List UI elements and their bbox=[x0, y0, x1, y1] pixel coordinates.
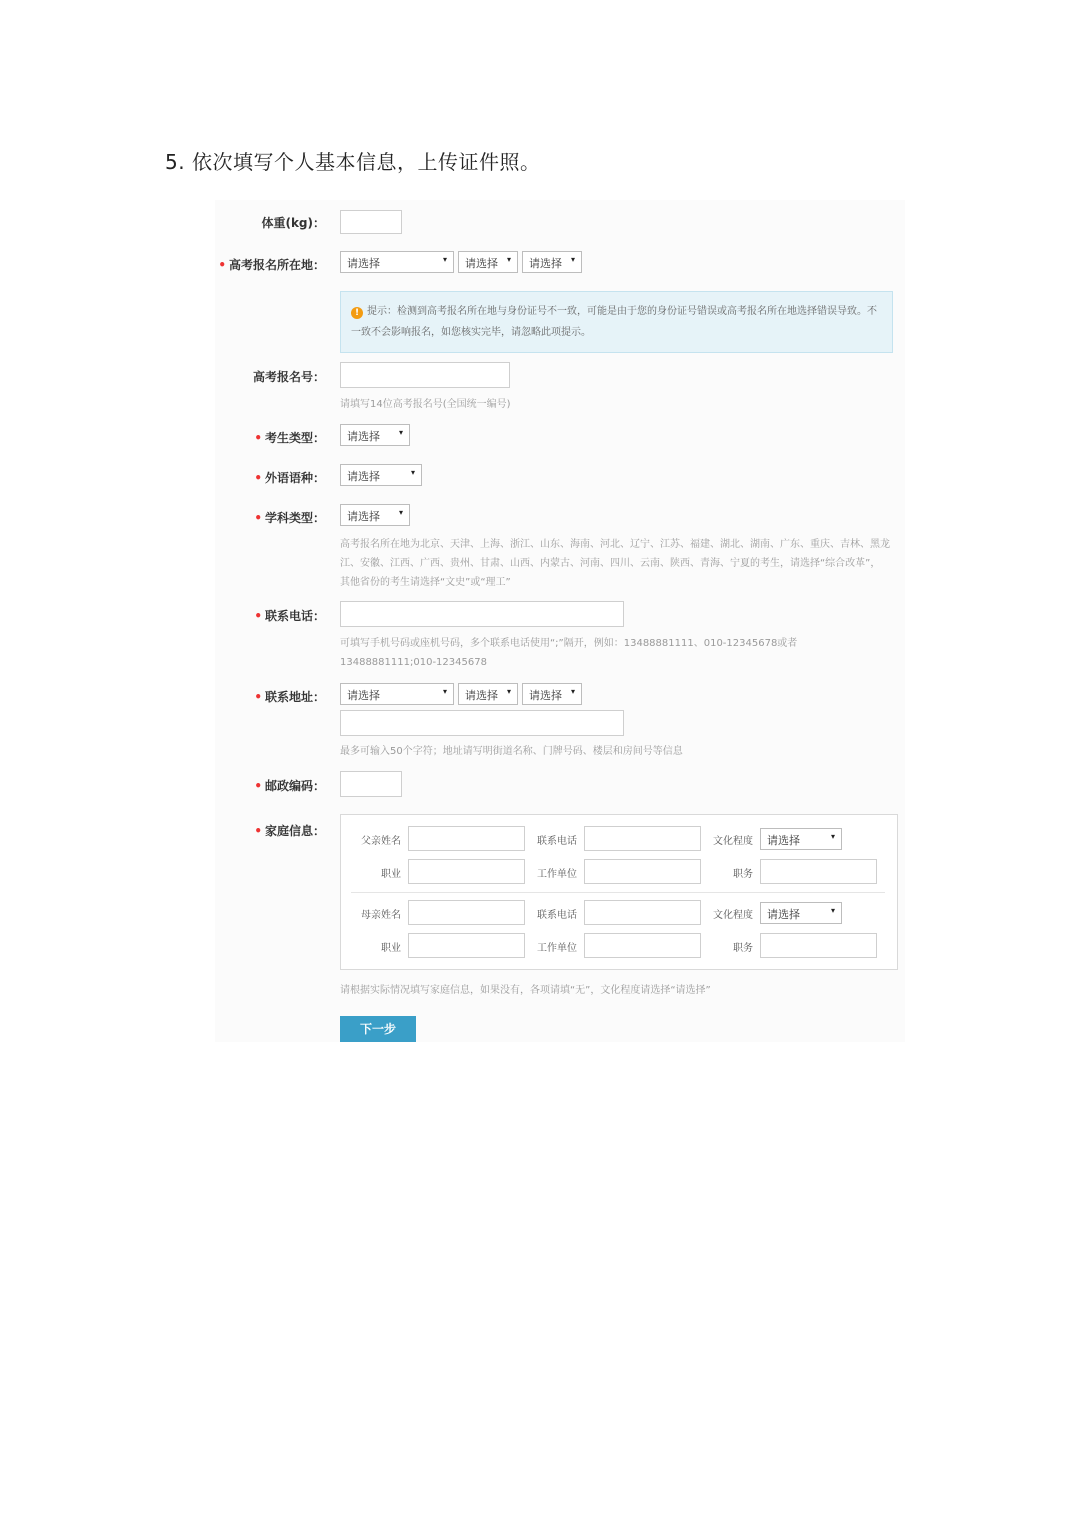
father-workplace-input[interactable] bbox=[584, 859, 701, 884]
required-mark: • bbox=[218, 258, 226, 272]
postcode-input[interactable] bbox=[340, 771, 402, 797]
required-mark: • bbox=[254, 471, 262, 485]
foreign-lang-select[interactable]: 请选择 ▾ bbox=[340, 464, 422, 486]
mother-workplace-input[interactable] bbox=[584, 933, 701, 958]
chevron-down-icon: ▾ bbox=[442, 255, 447, 264]
chevron-down-icon: ▾ bbox=[506, 255, 511, 264]
family-info-panel bbox=[340, 814, 898, 970]
address-detail-input[interactable] bbox=[340, 710, 624, 736]
chevron-down-icon: ▾ bbox=[830, 906, 835, 915]
weight-label: 体重(kg)： bbox=[261, 216, 325, 230]
chevron-down-icon: ▾ bbox=[410, 468, 415, 477]
mother-position-input[interactable] bbox=[760, 933, 877, 958]
mother-name-label: 母亲姓名 bbox=[361, 910, 401, 921]
family-hint: 请根据实际情况填写家庭信息，如果没有，各项请填“无”，文化程度请选择“请选择” bbox=[340, 985, 711, 996]
mother-workplace-label: 工作单位 bbox=[537, 943, 577, 954]
warning-icon: ! bbox=[351, 307, 363, 319]
required-mark: • bbox=[254, 824, 262, 838]
family-divider bbox=[351, 892, 885, 893]
father-phone-label: 联系电话 bbox=[537, 836, 577, 847]
chevron-down-icon: ▾ bbox=[398, 428, 403, 437]
gaokao-number-hint: 请填写14位高考报名号(全国统一编号) bbox=[340, 399, 511, 410]
gaokao-city-select[interactable]: 请选择 ▾ bbox=[458, 251, 518, 273]
gaokao-number-input[interactable] bbox=[340, 362, 510, 388]
chevron-down-icon: ▾ bbox=[442, 687, 447, 696]
father-education-select[interactable]: 请选择 ▾ bbox=[760, 828, 842, 850]
foreign-lang-label: • 外语语种： bbox=[254, 471, 325, 485]
father-occupation-input[interactable] bbox=[408, 859, 525, 884]
mother-education-select[interactable]: 请选择 ▾ bbox=[760, 902, 842, 924]
father-name-label: 父亲姓名 bbox=[361, 836, 401, 847]
required-mark: • bbox=[254, 511, 262, 525]
gaokao-location-label: • 高考报名所在地： bbox=[218, 258, 325, 272]
step-title: 5. 依次填写个人基本信息，上传证件照。 bbox=[165, 150, 541, 174]
address-province-select[interactable]: 请选择 ▾ bbox=[340, 683, 454, 705]
mother-name-input[interactable] bbox=[408, 900, 525, 925]
candidate-type-label: • 考生类型： bbox=[254, 431, 325, 445]
gaokao-province-select[interactable]: 请选择 ▾ bbox=[340, 251, 454, 273]
father-occupation-label: 职业 bbox=[381, 869, 401, 880]
address-label: • 联系地址： bbox=[254, 690, 325, 704]
mother-position-label: 职务 bbox=[733, 943, 753, 954]
gaokao-district-select[interactable]: 请选择 ▾ bbox=[522, 251, 582, 273]
father-workplace-label: 工作单位 bbox=[537, 869, 577, 880]
address-hint: 最多可输入50个字符；地址请写明街道名称、门牌号码、楼层和房间号等信息 bbox=[340, 746, 683, 757]
chevron-down-icon: ▾ bbox=[570, 687, 575, 696]
mother-occupation-label: 职业 bbox=[381, 943, 401, 954]
chevron-down-icon: ▾ bbox=[506, 687, 511, 696]
chevron-down-icon: ▾ bbox=[830, 832, 835, 841]
father-position-input[interactable] bbox=[760, 859, 877, 884]
phone-label: • 联系电话： bbox=[254, 609, 325, 623]
mother-occupation-input[interactable] bbox=[408, 933, 525, 958]
weight-input[interactable] bbox=[340, 210, 402, 234]
registration-form-screenshot bbox=[215, 200, 905, 1042]
address-city-select[interactable]: 请选择 ▾ bbox=[458, 683, 518, 705]
father-phone-input[interactable] bbox=[584, 826, 701, 851]
phone-hint: 可填写手机号码或座机号码，多个联系电话使用“;”隔开，例如：13488881111、010-12345678或者13488881111;010-12345678 bbox=[340, 638, 798, 668]
required-mark: • bbox=[254, 609, 262, 623]
candidate-type-select[interactable]: 请选择 ▾ bbox=[340, 424, 410, 446]
mother-phone-label: 联系电话 bbox=[537, 910, 577, 921]
address-district-select[interactable]: 请选择 ▾ bbox=[522, 683, 582, 705]
family-label: • 家庭信息： bbox=[254, 824, 325, 838]
gaokao-number-label: 高考报名号： bbox=[252, 370, 325, 384]
required-mark: • bbox=[254, 690, 262, 704]
phone-input[interactable] bbox=[340, 601, 624, 627]
required-mark: • bbox=[254, 431, 262, 445]
mismatch-tip bbox=[340, 291, 893, 353]
father-name-input[interactable] bbox=[408, 826, 525, 851]
father-education-label: 文化程度 bbox=[713, 836, 753, 847]
subject-type-select[interactable]: 请选择 ▾ bbox=[340, 504, 410, 526]
chevron-down-icon: ▾ bbox=[398, 508, 403, 517]
tip-text: 提示：检测到高考报名所在地与身份证号不一致，可能是由于您的身份证号错误或高考报名所在地选择错误导致。不一致不会影响报名，如您核实完毕，请忽略此项提示。 bbox=[351, 306, 877, 338]
next-step-button[interactable]: 下一步 bbox=[340, 1016, 416, 1042]
father-position-label: 职务 bbox=[733, 869, 753, 880]
subject-type-label: • 学科类型： bbox=[254, 511, 325, 525]
mother-education-label: 文化程度 bbox=[713, 910, 753, 921]
chevron-down-icon: ▾ bbox=[570, 255, 575, 264]
subject-type-hint: 高考报名所在地为北京、天津、上海、浙江、山东、海南、河北、辽宁、江苏、福建、湖北、湖南、广东、重庆、吉林、黑龙江、安徽、江西、广西、贵州、甘肃、山西、内蒙古、河南、四川、云南、陕西、青海、宁夏的考生，请选择“综合改革”，其他省份的考生请选择“文史”或“理工” bbox=[340, 539, 890, 588]
postcode-label: • 邮政编码： bbox=[254, 779, 325, 793]
mother-phone-input[interactable] bbox=[584, 900, 701, 925]
required-mark: • bbox=[254, 779, 262, 793]
